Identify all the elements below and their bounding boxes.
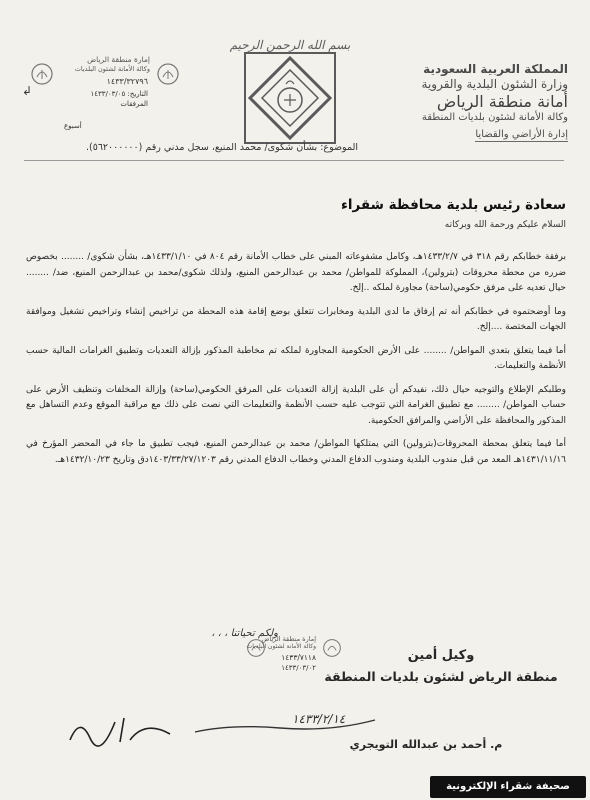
week-label: أسبوع: [64, 122, 82, 130]
recipient: سعادة رئيس بلدية محافظة شقراء: [341, 197, 566, 213]
stamp-number: ١٤٣٣/٣٢٧٩٦: [106, 77, 148, 86]
organization-header: [378, 62, 568, 141]
org-municipality: أمانة منطقة الرياض: [436, 92, 568, 111]
handwritten-date: ١٤٣٣/٢/١٤: [292, 712, 346, 726]
body-paragraph: أما فيما يتعلق بمحطة المحروقات(بترولين) التي يمتلكها المواطن/ محمد بن عبدالرحمن المنيع، فيجب تطبيق ما جاء في المحضر المؤرخ في ١٤٣١/١١/١٦هـ المعد من قبل مندوب البلدية ومندوب الدفاع المدني وخطاب الدفاع المدني رقم ١٤٠٣/٣٣/٢٧/١٢٠٣دق وتاريخ ١٤٣٢/١٠/٢٣هـ.: [26, 439, 566, 465]
stamp-number: ١٤٣٣/٧١١٨: [281, 653, 316, 662]
signatory-title: وكيل أمين: [407, 648, 475, 663]
stamp-subtitle: وكالة الأمانة لشئون البلديات: [246, 643, 316, 650]
stamp-date-label: التاريخ: [129, 90, 148, 98]
org-ministry: وزارة الشئون البلدية والقروية: [421, 77, 568, 91]
ministry-logo-icon: [240, 48, 340, 148]
handwritten-arrow-icon: ↲: [22, 84, 33, 98]
body-paragraph: وطلبكم الإطلاع والتوجيه حيال ذلك، نفيدكم أن على البلدية إزالة التعديات على المرفق الحكومي(ساحة) وإزالة المخلفات وتنظيف الأرض على حساب المواطن/ ........ مع تطبيق الغرامة التي تتوجب عليه حسب الأنظمة والتعليمات التي نصت على ذلك مع مراقبة الموقع وعدم التساهل مع المذكور والمحافظة على الأراضي والمرافق الحكومية.: [26, 384, 566, 426]
divider: [24, 160, 564, 161]
emirate-seal-icon: [156, 62, 180, 86]
emirate-seal-icon: [30, 62, 54, 86]
stamp-attachments: المرفقات: [120, 100, 148, 108]
closing: ولكم تحياتنا ، ، ،: [211, 628, 278, 639]
basmala: بسم الله الرحمن الرحيم: [229, 38, 351, 52]
subject-line: الموضوع: بشأن شكوى/ محمد المنيع، سجل مدني رقم (٥٦٢٠٠٠٠٠٠).: [85, 142, 358, 153]
handwritten-date-scribble-icon: [190, 706, 380, 740]
stamp-date-value: ١٤٣٣/٠٣/٠٥: [90, 90, 126, 98]
newspaper-watermark: صحيفة شقراء الإلكترونية: [430, 776, 586, 798]
greeting: السلام عليكم ورحمة الله وبركاته: [444, 220, 566, 230]
body-paragraph: أما فيما يتعلق بتعدي المواطن/ ........ على الأرض الحكومية المجاورة لملكه تم مخاطبة المذكور بإزالة التعديات وتطبيق الغرامات المالية حسب الأنظمة والتعليمات.: [26, 345, 566, 371]
body-paragraph: برفقة خطابكم رقم ٣١٨ في ١٤٣٣/٢/٧هـ، وكامل مشفوعاته المبني على خطاب الأمانة رقم ٨٠٤ في ١٤٣٣/١/١٠هـ، بشأن شكوى/ ........ بخصوص ضرره من محطة محروقات (بترولين)، المملوكة للمواطن/ محمد بن عبدالرحمن المنيع، ولذلك شكوى/محمد بن عبدالرحمن المنيع، ضد/ ........ حيال تعديه على مرفق حكومي(ساحة) مجاورة لملكه ..إلخ.: [26, 252, 567, 293]
signature-scribble-icon: [60, 712, 180, 748]
stamp-date: التاريخ: ١٤٣٣/٠٣/٠٥: [90, 90, 148, 98]
stamp-title: إمارة منطقة الرياض: [87, 55, 150, 64]
body-paragraph: وما أوضحتموه في خطابكم أنه تم إرفاق ما لدى البلدية ومخابرات تتعلق بوضع إقامة هذه المحطة من تراخيص إنشاء وتراخيص تشغيل وموافقة الجهات المختصة ....إلخ.: [26, 306, 566, 332]
letter-body: [26, 250, 566, 476]
org-country: المملكة العربية السعودية: [423, 62, 568, 76]
org-agency: وكالة الأمانة لشئون بلديات المنطقة: [421, 112, 568, 123]
stamp-subtitle: وكالة الأمانة لشئون البلديات: [74, 65, 150, 73]
department-label: إدارة الأراضي والقضايا: [475, 128, 568, 140]
signatory-name: م. أحمد بن عبدالله التويجري: [349, 738, 503, 751]
stamp-date: ١٤٣٣/٠٣/٠٢: [281, 664, 316, 672]
stamp-title: إمارة منطقة الرياض: [261, 635, 316, 643]
org-department: [378, 129, 568, 142]
signatory-position: منطقة الرياض لشئون بلديات المنطقة: [324, 669, 558, 684]
incoming-stamp-top: [30, 52, 180, 110]
